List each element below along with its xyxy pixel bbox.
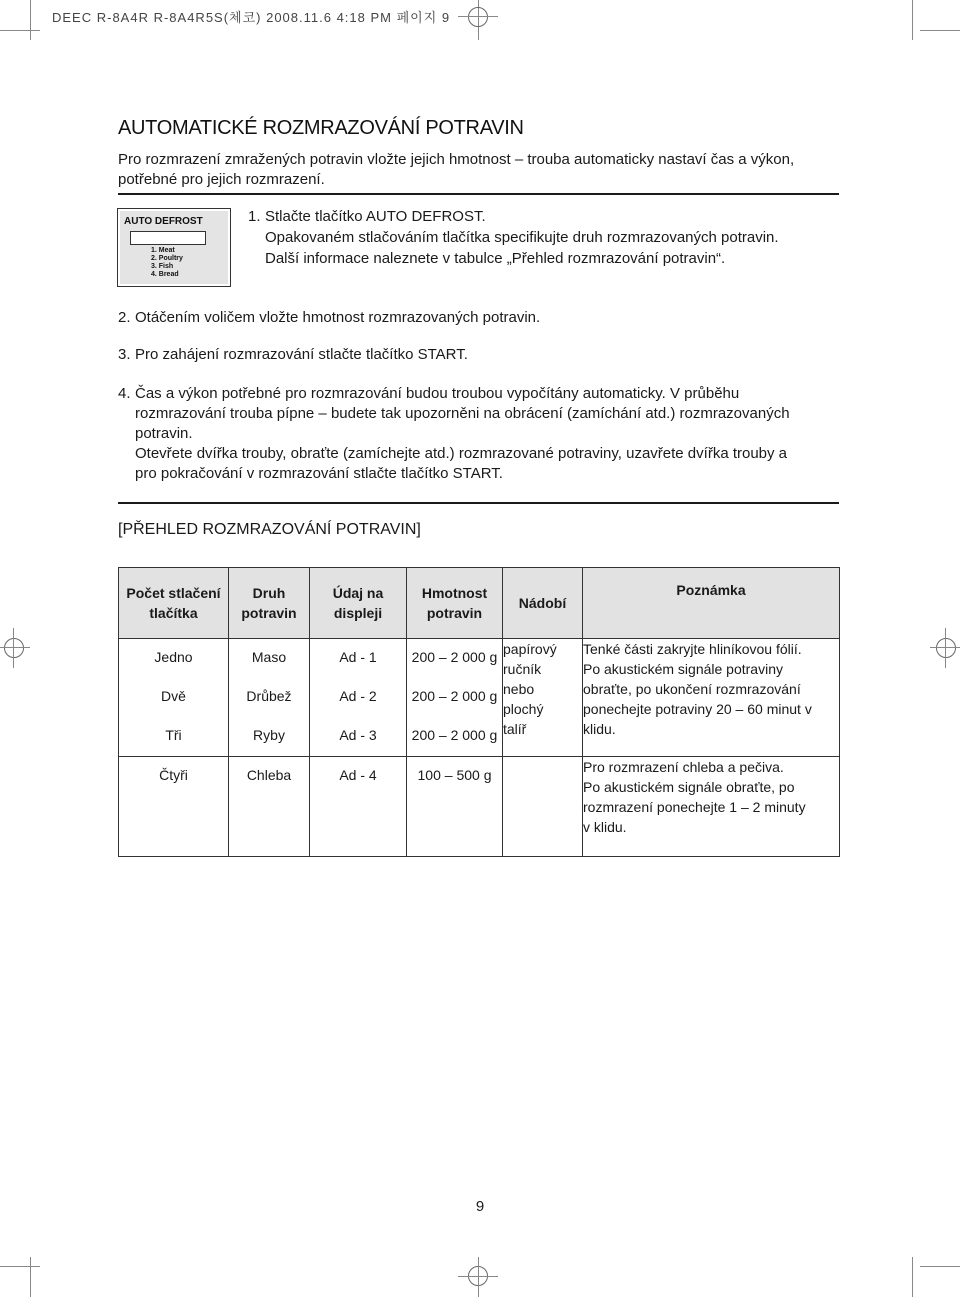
auto-defrost-button-illustration [130,231,206,245]
divider [118,193,839,195]
print-slug: DEEC R-8A4R R-8A4R5S(체코) 2008.11.6 4:18 PM 페이지 9 [52,10,451,25]
step-line: Otevřete dvířka trouby, obraťte (zamíchejte atd.) rozmrazované potraviny, uzavřete dvířka trouby a [135,445,788,462]
crop-mark [0,1266,40,1267]
step-line: Pro zahájení rozmrazování stlačte tlačítko START. [135,346,468,363]
panel-food-list [151,247,183,279]
registration-mark [936,638,956,658]
crop-mark [30,0,31,40]
step-number: 2. [118,309,131,326]
page-number: 9 [475,1198,485,1215]
step-line: rozmrazování trouba pípne – budete tak upozorněni na obrácení (zamíchání atd.) rozmrazovaných [135,405,790,422]
crop-mark [912,0,913,40]
step-line: Stlačte tlačítko AUTO DEFROST. [265,208,486,225]
crop-mark [458,16,498,17]
panel-title: AUTO DEFROST [124,216,203,227]
step-line: potravin. [135,425,193,442]
table-cell: Tři [165,727,182,743]
step-line: pro pokračování v rozmrazování stlačte tlačítko START. [135,465,503,482]
crop-mark [912,1257,913,1297]
crop-mark [478,1257,479,1297]
panel-item: 1. Meat [151,247,175,254]
panel-item: 2. Poultry [151,255,183,262]
header-display: Údaj na displeji [310,568,407,639]
registration-mark [4,638,24,658]
table-cell: Drůbež [246,688,292,704]
crop-mark [30,1257,31,1297]
table-cell: 200 – 2 000 g [411,649,498,665]
table-header-row [119,568,840,639]
crop-mark [458,1276,498,1277]
intro-text: Pro rozmrazení zmražených potravin vložte jejich hmotnost – trouba automaticky nastaví čas a výkon, potřebné pro jejich rozmrazení. [118,151,795,188]
dish-cell: papírový ručník nebo plochý talíř [503,639,583,757]
defrost-table [118,567,840,857]
note-cell: Pro rozmrazení chleba a pečiva. Po akustickém signále obraťte, po rozmrazení ponechejte 1 – 2 minuty v klidu. [583,757,840,857]
table-cell: 100 – 500 g [417,767,492,783]
crop-mark [920,30,960,31]
crop-mark [0,30,40,31]
table-cell: 200 – 2 000 g [411,727,498,743]
table-cell: Maso [251,649,287,665]
step-line: Opakovaném stlačováním tlačítka specifikujte druh rozmrazovaných potravin. [265,229,779,246]
step-line: Otáčením voličem vložte hmotnost rozmrazovaných potravin. [135,309,541,326]
divider [118,502,839,504]
crop-mark [13,628,14,668]
registration-mark [468,7,488,27]
crop-mark [920,1266,960,1267]
table-cell: Čtyři [159,767,188,783]
table-cell: 200 – 2 000 g [411,688,498,704]
table-heading: [PŘEHLED ROZMRAZOVÁNÍ POTRAVIN] [118,521,421,538]
steps-list [118,308,838,488]
crop-mark [0,647,30,648]
dish-cell [503,757,583,857]
panel-item: 3. Fish [151,263,174,270]
header-dish: Nádobí [503,568,583,639]
table-row-group-2 [119,757,840,857]
header-type: Druh potravin [229,568,310,639]
step-line: Další informace naleznete v tabulce „Přehled rozmrazování potravin“. [265,250,726,267]
table-row-group-1 [119,639,840,757]
control-panel-illustration [117,208,231,287]
step-number: 1. [248,208,261,225]
crop-mark [945,628,946,668]
table-cell: Chleba [246,767,292,783]
table-cell: Jedno [154,649,193,665]
table-cell: Ad - 2 [339,688,377,704]
page-title: AUTOMATICKÉ ROZMRAZOVÁNÍ POTRAVIN [118,117,524,139]
header-note: Poznámka [583,568,840,639]
step-line: Čas a výkon potřebné pro rozmrazování budou troubou vypočítány automaticky. V průběhu [135,385,740,402]
step-number: 4. [118,385,131,402]
table-cell: Ad - 3 [339,727,377,743]
table-cell: Ad - 4 [339,767,377,783]
table-cell: Ryby [253,727,285,743]
header-count: Počet stlačení tlačítka [119,568,229,639]
step-number: 3. [118,346,131,363]
table-cell: Dvě [161,688,186,704]
note-cell: Tenké části zakryjte hliníkovou fólií. Po akustickém signále potraviny obraťte, po ukončení rozmrazování ponechejte potraviny 20 – 60 minut v klidu. [583,639,840,757]
header-weight: Hmotnost potravin [407,568,503,639]
panel-item: 4. Bread [151,271,179,278]
table-cell: Ad - 1 [339,649,377,665]
